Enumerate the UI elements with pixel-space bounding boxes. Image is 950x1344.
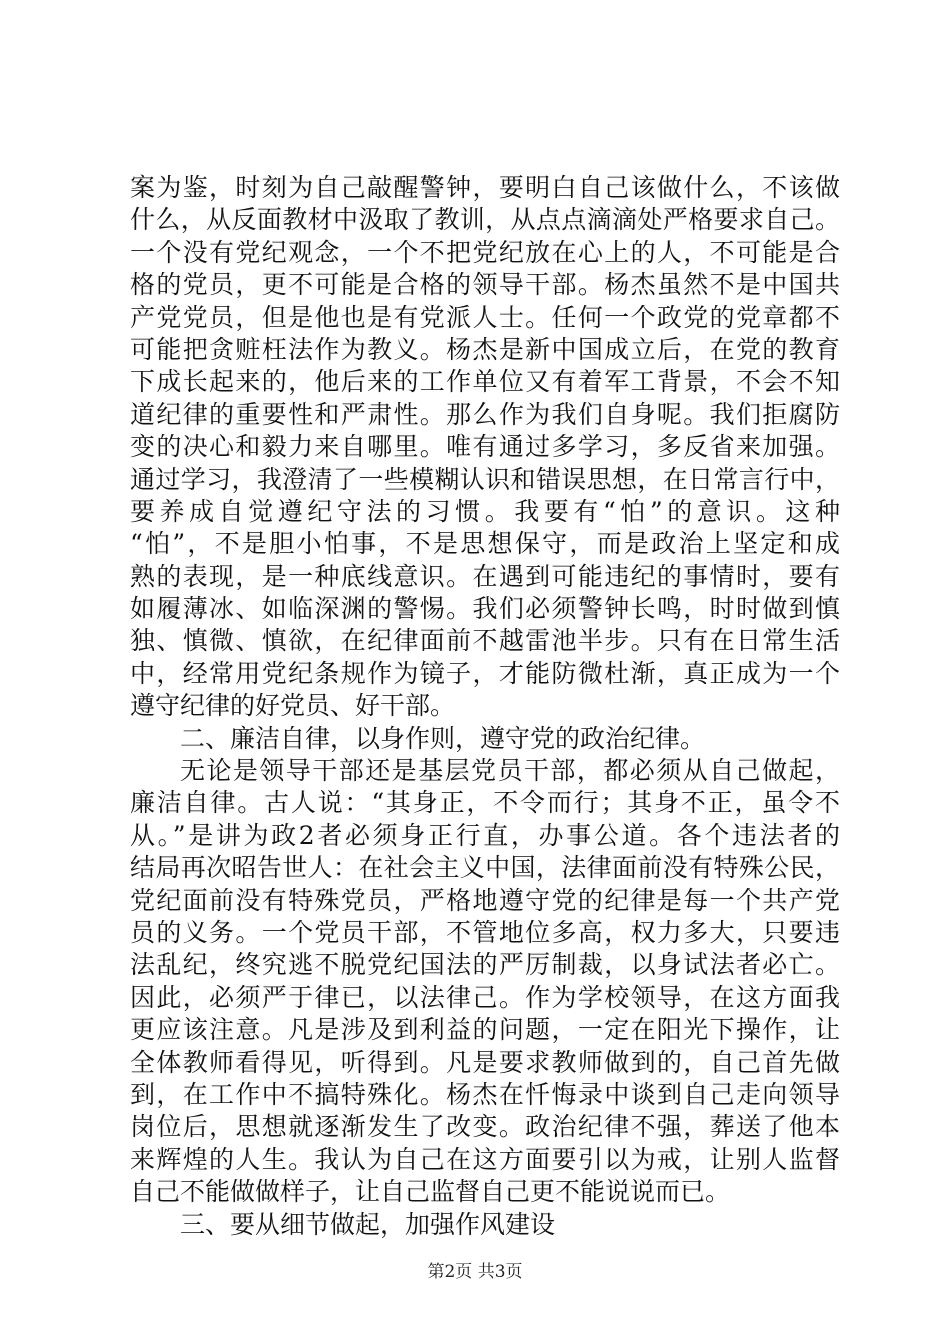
text-line: 通过学习，我澄清了一些模糊认识和错误思想，在日常言行中， <box>130 464 840 494</box>
text-line: 来辉煌的人生。我认为自己在这方面要引以为戒，让别人监督 <box>130 1144 840 1174</box>
text-line: 更应该注意。凡是涉及到利益的问题，一定在阳光下操作，让 <box>130 1015 840 1045</box>
text-line: 结局再次昭告世人：在社会主义中国，法律面前没有特殊公民， <box>130 853 840 883</box>
text-line: 格的党员，更不可能是合格的领导干部。杨杰虽然不是中国共 <box>130 270 840 300</box>
text-line: 因此，必须严于律已，以法律己。作为学校领导，在这方面我 <box>130 982 840 1012</box>
text-line: 到，在工作中不搞特殊化。杨杰在忏悔录中谈到自己走向领导 <box>130 1079 840 1109</box>
text-line: “怕”，不是胆小怕事，不是思想保守，而是政治上坚定和成 <box>130 529 840 559</box>
text-line: 全体教师看得见，听得到。凡是要求教师做到的，自己首先做 <box>130 1047 840 1077</box>
text-line: 可能把贪赃枉法作为教义。杨杰是新中国成立后，在党的教育 <box>130 334 840 364</box>
text-line: 廉洁自律。古人说：“其身正，不令而行；其身不正，虽令不 <box>130 788 840 818</box>
text-line: 中，经常用党纪条规作为镜子，才能防微杜渐，真正成为一个 <box>130 658 840 688</box>
text-line: 三、要从细节做起，加强作风建设 <box>180 1209 556 1239</box>
text-line: 道纪律的重要性和严肃性。那么作为我们自身呢。我们拒腐防 <box>130 399 840 429</box>
text-line: 员的义务。一个党员干部，不管地位多高，权力多大，只要违 <box>130 917 840 947</box>
text-line: 熟的表现，是一种底线意识。在遇到可能违纪的事情时，要有 <box>130 561 840 591</box>
text-line: 如履薄冰、如临深渊的警惕。我们必须警钟长鸣，时时做到慎 <box>130 594 840 624</box>
text-line: 产党党员，但是他也是有党派人士。任何一个政党的党章都不 <box>130 302 840 332</box>
text-line: 什么，从反面教材中汲取了教训，从点点滴滴处严格要求自己。 <box>130 205 840 235</box>
text-line: 遵守纪律的好党员、好干部。 <box>130 691 456 721</box>
text-line: 法乱纪，终究逃不脱党纪国法的严厉制裁，以身试法者必亡。 <box>130 950 840 980</box>
text-line: 无论是领导干部还是基层党员干部，都必须从自己做起， <box>180 756 840 786</box>
text-line: 一个没有党纪观念，一个不把党纪放在心上的人，不可能是合 <box>130 237 840 267</box>
text-line: 变的决心和毅力来自哪里。唯有通过多学习，多反省来加强。 <box>130 432 840 462</box>
body-text <box>130 172 840 1241</box>
text-line: 岗位后，思想就逐渐发生了改变。政治纪律不强，葬送了他本 <box>130 1112 840 1142</box>
text-line: 二、廉洁自律，以身作则，遵守党的政治纪律。 <box>180 723 706 753</box>
page-footer: 第2页 共3页 <box>427 1262 523 1282</box>
text-line: 独、慎微、慎欲，在纪律面前不越雷池半步。只有在日常生活 <box>130 626 840 656</box>
text-line: 党纪面前没有特殊党员，严格地遵守党的纪律是每一个共产党 <box>130 885 840 915</box>
text-line: 案为鉴，时刻为自己敲醒警钟，要明白自己该做什么，不该做 <box>130 173 840 202</box>
text-line: 下成长起来的，他后来的工作单位又有着军工背景，不会不知 <box>130 367 840 397</box>
text-line: 要养成自觉遵纪守法的习惯。我要有“怕”的意识。这种 <box>130 496 840 526</box>
text-line: 从。”是讲为政2者必须身正行直，办事公道。各个违法者的 <box>130 820 840 850</box>
text-line: 自己不能做做样子，让自己监督自己更不能说说而已。 <box>130 1177 731 1207</box>
